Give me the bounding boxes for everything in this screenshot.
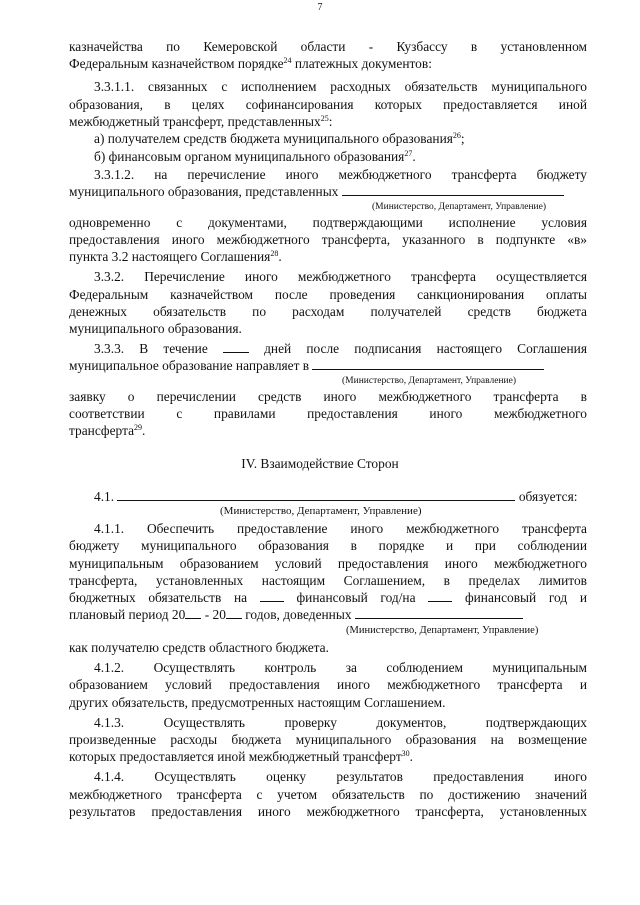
paragraph-line: 4.1.1. Обеспечить предоставление иного межбюджетного трансферта [94, 521, 587, 536]
fill-in-blank [185, 607, 201, 619]
footnote-ref: 28 [270, 249, 279, 258]
fill-in-blank [428, 590, 452, 602]
paragraph-line: бюджетных обязательств на финансовый год/на финансовый год и [69, 590, 588, 605]
paragraph-line: как получателю средств областного бюджета. [69, 640, 329, 655]
paragraph-line: других обязательств, предусмотренных настоящим Соглашением. [69, 695, 446, 710]
paragraph-line: плановый период 20 - 20 годов, доведенных [69, 607, 587, 623]
paragraph-line: казначейства по Кемеровской области - Кузбассу в установленном [69, 39, 587, 54]
fill-in-blank [226, 607, 242, 619]
paragraph-line: 4.1.4. Осуществлять оценку результатов предоставления иного [94, 769, 587, 784]
list-item: б) финансовым органом муниципального образования$^{27}$. [94, 149, 416, 164]
paragraph-line: Федеральным казначейством после проведения санкционирования оплаты [69, 287, 587, 302]
paragraph-line: муниципального образования. [69, 321, 242, 336]
paragraph-line: бюджету муниципального образования в порядке и при соблюдении [69, 538, 587, 553]
field-caption: (Министерство, Департамент, Управление) [220, 505, 422, 517]
paragraph-line: образования, в целях софинансирования которых предоставляется иной [69, 97, 587, 112]
paragraph-line: заявку о перечислении средств иного межбюджетного трансферта в [69, 389, 587, 404]
footnote-ref: 26 [452, 131, 461, 140]
paragraph-line: 4.1.3. Осуществлять проверку документов, подтверждающих [94, 715, 587, 730]
field-caption: (Министерство, Департамент, Управление) [372, 202, 547, 212]
paragraph-line: 3.3.1.1. связанных с исполнением расходных обязательств муниципального [94, 79, 587, 94]
paragraph-line: Федеральным казначейством порядке$^{24}$ платежных документов: [69, 56, 432, 71]
paragraph-line: межбюджетный трансферт, представленных$^{25}$: [69, 114, 333, 129]
list-item: а) получателем средств бюджета муниципального образования$^{26}$; [94, 131, 465, 146]
fill-in-blank [355, 607, 523, 619]
footnote-ref: 27 [404, 149, 413, 158]
section-heading: IV. Взаимодействие Сторон [241, 456, 399, 471]
footnote-ref: 30 [401, 749, 410, 758]
footnote-ref: 24 [283, 56, 292, 65]
paragraph-line: денежных обязательств по расходам получателей средств бюджета [69, 304, 587, 319]
fill-in-blank [117, 489, 515, 501]
paragraph-line: 3.3.3. В течение дней после подписания настоящего Соглашения [94, 341, 587, 356]
paragraph-line: образованием условий предоставления иного межбюджетного трансферта и [69, 677, 587, 692]
paragraph-line: соответствии с правилами предоставления иного межбюджетного [69, 406, 587, 421]
paragraph-line: межбюджетного трансферта с учетом обязательств по достижению значений [69, 787, 587, 802]
paragraph-line: 3.3.2. Перечисление иного межбюджетного трансферта осуществляется [94, 269, 587, 284]
field-caption: (Министерство, Департамент, Управление) [342, 376, 517, 386]
paragraph-line: муниципальным образованием условий предоставления иного межбюджетного [69, 556, 587, 571]
paragraph-line: трансферта$^{29}$. [69, 423, 146, 438]
paragraph-line: муниципального образования, представленных [69, 184, 587, 200]
paragraph-line: предоставления иного межбюджетного трансферта, указанного в подпункте «в» [69, 232, 587, 247]
paragraph-line: муниципальное образование направляет в [69, 358, 587, 374]
paragraph-line: которых предоставляется иной межбюджетный трансферт$^{30}$. [69, 749, 414, 764]
paragraph-line: пункта 3.2 настоящего Соглашения$^{28}$. [69, 249, 282, 264]
paragraph-line: результатов предоставления иного межбюджетного трансферта, установленных [69, 804, 587, 819]
paragraph-line: 4.1.2. Осуществлять контроль за соблюдением муниципальным [94, 660, 587, 675]
footnote-ref: 29 [134, 423, 143, 432]
paragraph-line: произведенные расходы бюджета муниципального образования на возмещение [69, 732, 587, 747]
paragraph-line: трансферта, установленных настоящим Соглашением, в пределах лимитов [69, 573, 587, 588]
footnote-ref: 25 [320, 114, 329, 123]
paragraph-line: одновременно с документами, подтверждающими исполнение условия [69, 215, 587, 230]
fill-in-blank [223, 341, 249, 353]
fill-in-blank [260, 590, 284, 602]
paragraph-line: 4.1. обязуется: [94, 489, 578, 504]
fill-in-blank [312, 358, 544, 370]
page-number: 7 [317, 2, 323, 13]
field-caption: (Министерство, Департамент, Управление) [346, 625, 539, 636]
fill-in-blank [342, 184, 564, 196]
paragraph-line: 3.3.1.2. на перечисление иного межбюджетного трансферта бюджету [94, 167, 587, 182]
